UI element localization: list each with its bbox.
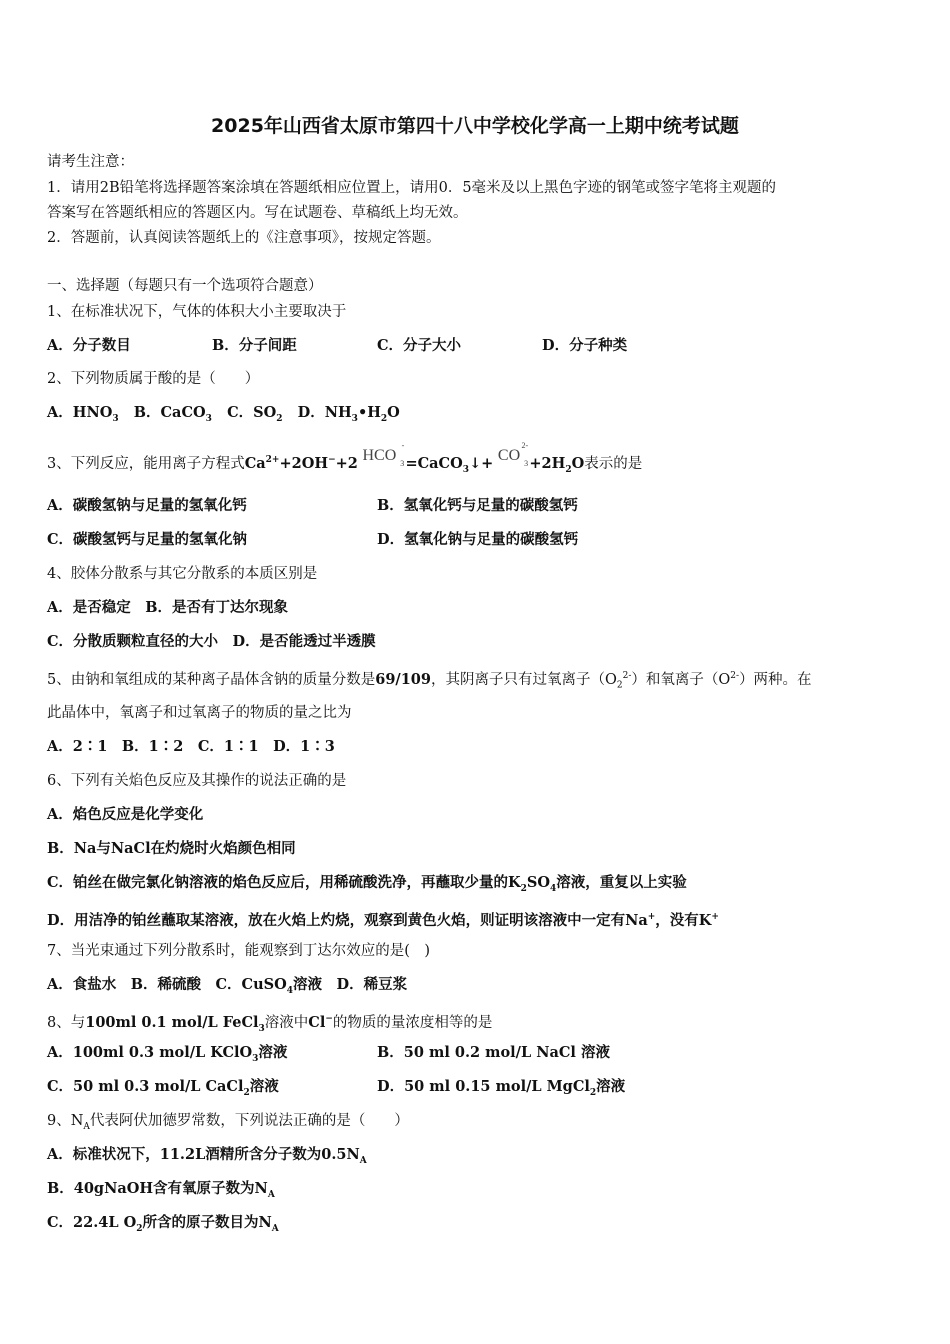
q8-option-a: A．100ml 0.3 mol/L KClO$_3$溶液 — [47, 1044, 288, 1064]
q1-option-b: B．分子间距 — [212, 337, 297, 354]
q1-option-a: A．分子数目 — [47, 337, 131, 354]
q3-option-d: D．氢氧化钠与足量的碳酸氢钙 — [377, 531, 579, 548]
notice-line-1: 1．请用2B铅笔将选择题答案涂填在答题纸相应位置上，请用0．5毫米及以上黑色字迹的钢笔或签字笔将主观题的 — [47, 180, 777, 196]
q6-option-a: A．焰色反应是化学变化 — [47, 806, 204, 823]
question-7-stem: 7、当光束通过下列分散系时，能观察到丁达尔效应的是( ) — [47, 943, 431, 959]
q1-option-c: C．分子大小 — [377, 337, 462, 354]
question-4-stem: 4、胶体分散系与其它分散系的本质区别是 — [47, 566, 318, 582]
section-heading: 一、选择题（每题只有一个选项符合题意） — [47, 278, 323, 294]
question-5-stem: 5、由钠和氧组成的某种离子晶体含钠的质量分数是69/109，其阴离子只有过氧离子$(O_2^{2-})$和氧离子$(O^{2-})$两种。在 — [47, 670, 812, 691]
question-2-stem: 2、下列物质属于酸的是（ ） — [47, 371, 260, 387]
q1-option-d: D．分子种类 — [542, 337, 628, 354]
q6-option-b: B．Na与NaCl在灼烧时火焰颜色相同 — [47, 840, 296, 857]
q3-option-a: A．碳酸氢钠与足量的氢氧化钙 — [47, 497, 247, 514]
q3-option-c: C．碳酸氢钙与足量的氢氧化钠 — [47, 531, 248, 548]
question-2-options — [47, 403, 400, 429]
bicarbonate-ion: HCO - 3 — [362, 440, 405, 468]
q2-option-c: C．$SO_2$ — [227, 404, 283, 424]
q9-option-c: C．22.4L $O_2$所含的原子数目为$N_A$ — [47, 1214, 279, 1234]
question-5-stem-line-2: 此晶体中，氧离子和过氧离子的物质的量之比为 — [47, 705, 352, 721]
q2-option-d: D．$NH_3•H_2O$ — [297, 404, 400, 424]
notice-heading: 请考生注意： — [47, 154, 134, 170]
q6-option-c: C．铂丝在做完氯化钠溶液的焰色反应后，用稀硫酸洗净，再蘸取少量的$K_2SO_4$溶液，重复以上实验 — [47, 874, 687, 894]
question-8-stem: 8、与100ml 0.1 mol/L FeCl$_3$溶液中Cl−的物质的量浓度相等的是 — [47, 1013, 493, 1034]
q9-option-a: A．标准状况下，11.2L酒精所含分子数为$0.5N_A$ — [47, 1146, 367, 1166]
q8-option-d: D．50 ml 0.15 mol/L MgCl$_2$溶液 — [377, 1078, 626, 1098]
question-6-stem: 6、下列有关焰色反应及其操作的说法正确的是 — [47, 773, 347, 789]
carbonate-ion: CO 2- 3 — [497, 440, 529, 468]
notice-line-2: 答案写在答题纸相应的答题区内。写在试题卷、草稿纸上均无效。 — [47, 205, 468, 221]
question-7-options: A．食盐水 B．稀硫酸 C．CuSO$_4$溶液 D．稀豆浆 — [47, 976, 408, 996]
q8-option-b: B．50 ml 0.2 mol/L NaCl 溶液 — [377, 1044, 610, 1061]
notice-line-3: 2．答题前，认真阅读答题纸上的《注意事项》，按规定答题。 — [47, 230, 441, 246]
question-4-options-ab: A．是否稳定 B．是否有丁达尔现象 — [47, 599, 289, 616]
q3-option-b: B．氢氧化钙与足量的碳酸氢钙 — [377, 497, 578, 514]
question-9-stem: 9、$N_A$代表阿伏加德罗常数，下列说法正确的是（ ） — [47, 1113, 409, 1132]
q2-option-a: A．$HNO_3$ — [47, 404, 119, 424]
question-1-stem: 1、在标准状况下，气体的体积大小主要取决于 — [47, 304, 347, 320]
question-5-options: A．2∶1 B．1∶2 C．1∶1 D．1∶3 — [47, 738, 335, 755]
page-title: 2025年山西省太原市第四十八中学校化学高一上期中统考试题 — [211, 115, 739, 137]
q6-option-d: D．用洁净的铂丝蘸取某溶液，放在火焰上灼烧，观察到黄色火焰，则证明该溶液中一定有Na+，没有K+ — [47, 911, 719, 929]
question-4-options-cd: C．分散质颗粒直径的大小 D．是否能透过半透膜 — [47, 633, 376, 650]
question-3-stem: 3、下列反应，能用离子方程式$Ca^{2+}+2OH^-+2$ HCO - 3 =CaCO$_3$↓+ CO 2- 3 $+2H_2O$表示的是 — [47, 440, 643, 475]
q9-option-b: B．40gNaOH含有氧原子数为$N_A$ — [47, 1180, 275, 1200]
q8-option-c: C．50 ml 0.3 mol/L CaCl$_2$溶液 — [47, 1078, 279, 1098]
q2-option-b: B．CaCO$_3$ — [133, 404, 212, 424]
